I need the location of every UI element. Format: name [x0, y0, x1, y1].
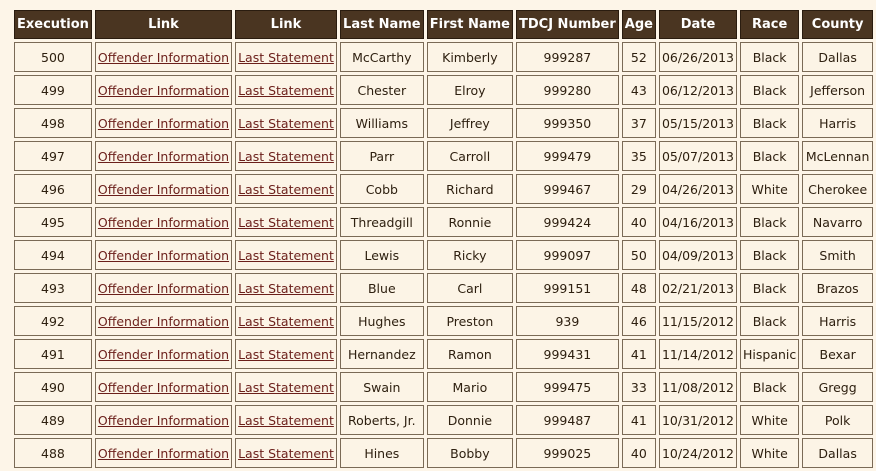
last-statement-link[interactable]: Last Statement: [238, 346, 334, 362]
race-cell: Black: [740, 141, 799, 171]
first-name-cell: Donnie: [427, 405, 513, 435]
offender-information-link[interactable]: Offender Information: [97, 115, 230, 131]
offender-information-link[interactable]: Offender Information: [97, 445, 230, 461]
first-name-cell: Jeffrey: [427, 108, 513, 138]
first-name-cell: Preston: [427, 306, 513, 336]
offender-info-cell: [95, 240, 232, 270]
tdcj-number-cell: 999479: [516, 141, 619, 171]
tdcj-number-cell: 939: [516, 306, 619, 336]
county-cell: Harris: [802, 306, 873, 336]
last-statement-cell: [235, 108, 337, 138]
execution-cell: 497: [14, 141, 92, 171]
table-row: [14, 339, 873, 369]
age-cell: 29: [622, 174, 656, 204]
last-statement-link[interactable]: Last Statement: [238, 379, 334, 395]
age-cell: 48: [622, 273, 656, 303]
date-cell: 11/15/2012: [659, 306, 737, 336]
table-row: [14, 108, 873, 138]
last-name-cell: Chester: [340, 75, 424, 105]
header-first-name: First Name: [427, 10, 513, 39]
last-statement-cell: [235, 207, 337, 237]
county-cell: McLennan: [802, 141, 873, 171]
execution-cell: 498: [14, 108, 92, 138]
execution-cell: 500: [14, 42, 92, 72]
age-cell: 40: [622, 438, 656, 468]
offender-information-link[interactable]: Offender Information: [97, 214, 230, 230]
offender-information-link[interactable]: Offender Information: [97, 412, 230, 428]
last-statement-link[interactable]: Last Statement: [238, 445, 334, 461]
offender-info-cell: [95, 339, 232, 369]
last-statement-link[interactable]: Last Statement: [238, 247, 334, 263]
last-statement-cell: [235, 273, 337, 303]
header-link-offender: Link: [95, 10, 232, 39]
offender-info-cell: [95, 438, 232, 468]
last-statement-cell: [235, 306, 337, 336]
last-statement-cell: [235, 174, 337, 204]
execution-cell: 488: [14, 438, 92, 468]
last-statement-cell: [235, 438, 337, 468]
first-name-cell: Carroll: [427, 141, 513, 171]
race-cell: Black: [740, 306, 799, 336]
table-row: [14, 372, 873, 402]
last-name-cell: Cobb: [340, 174, 424, 204]
first-name-cell: Ramon: [427, 339, 513, 369]
table-row: [14, 174, 873, 204]
date-cell: 02/21/2013: [659, 273, 737, 303]
age-cell: 50: [622, 240, 656, 270]
table-row: [14, 207, 873, 237]
header-last-name: Last Name: [340, 10, 424, 39]
date-cell: 04/16/2013: [659, 207, 737, 237]
county-cell: Cherokee: [802, 174, 873, 204]
tdcj-number-cell: 999025: [516, 438, 619, 468]
last-statement-cell: [235, 240, 337, 270]
first-name-cell: Kimberly: [427, 42, 513, 72]
first-name-cell: Richard: [427, 174, 513, 204]
age-cell: 40: [622, 207, 656, 237]
race-cell: Black: [740, 240, 799, 270]
county-cell: Polk: [802, 405, 873, 435]
age-cell: 41: [622, 405, 656, 435]
last-statement-link[interactable]: Last Statement: [238, 412, 334, 428]
tdcj-number-cell: 999097: [516, 240, 619, 270]
offender-info-cell: [95, 372, 232, 402]
last-statement-link[interactable]: Last Statement: [238, 313, 334, 329]
last-statement-link[interactable]: Last Statement: [238, 148, 334, 164]
execution-cell: 493: [14, 273, 92, 303]
date-cell: 06/12/2013: [659, 75, 737, 105]
execution-cell: 489: [14, 405, 92, 435]
executions-table: [11, 7, 876, 471]
offender-info-cell: [95, 273, 232, 303]
last-statement-cell: [235, 42, 337, 72]
first-name-cell: Mario: [427, 372, 513, 402]
race-cell: White: [740, 174, 799, 204]
offender-info-cell: [95, 207, 232, 237]
age-cell: 41: [622, 339, 656, 369]
offender-information-link[interactable]: Offender Information: [97, 181, 230, 197]
race-cell: White: [740, 438, 799, 468]
last-name-cell: McCarthy: [340, 42, 424, 72]
last-statement-link[interactable]: Last Statement: [238, 280, 334, 296]
offender-information-link[interactable]: Offender Information: [97, 280, 230, 296]
age-cell: 33: [622, 372, 656, 402]
date-cell: 06/26/2013: [659, 42, 737, 72]
header-execution: Execution: [14, 10, 92, 39]
last-name-cell: Parr: [340, 141, 424, 171]
header-age: Age: [622, 10, 656, 39]
tdcj-number-cell: 999475: [516, 372, 619, 402]
date-cell: 10/31/2012: [659, 405, 737, 435]
execution-cell: 494: [14, 240, 92, 270]
county-cell: Dallas: [802, 42, 873, 72]
age-cell: 43: [622, 75, 656, 105]
race-cell: Black: [740, 372, 799, 402]
last-statement-cell: [235, 372, 337, 402]
race-cell: Black: [740, 273, 799, 303]
date-cell: 05/07/2013: [659, 141, 737, 171]
offender-info-cell: [95, 42, 232, 72]
execution-cell: 499: [14, 75, 92, 105]
tdcj-number-cell: 999487: [516, 405, 619, 435]
first-name-cell: Bobby: [427, 438, 513, 468]
last-statement-link[interactable]: Last Statement: [238, 49, 334, 65]
race-cell: Black: [740, 42, 799, 72]
race-cell: Black: [740, 207, 799, 237]
first-name-cell: Ronnie: [427, 207, 513, 237]
last-name-cell: Williams: [340, 108, 424, 138]
last-name-cell: Roberts, Jr.: [340, 405, 424, 435]
last-statement-cell: [235, 75, 337, 105]
table-row: [14, 306, 873, 336]
table-row: [14, 240, 873, 270]
execution-cell: 492: [14, 306, 92, 336]
county-cell: Harris: [802, 108, 873, 138]
age-cell: 52: [622, 42, 656, 72]
tdcj-number-cell: 999467: [516, 174, 619, 204]
first-name-cell: Ricky: [427, 240, 513, 270]
last-name-cell: Lewis: [340, 240, 424, 270]
execution-cell: 496: [14, 174, 92, 204]
execution-cell: 495: [14, 207, 92, 237]
first-name-cell: Elroy: [427, 75, 513, 105]
execution-cell: 491: [14, 339, 92, 369]
header-date: Date: [659, 10, 737, 39]
table-row: [14, 141, 873, 171]
last-name-cell: Threadgill: [340, 207, 424, 237]
age-cell: 35: [622, 141, 656, 171]
race-cell: Black: [740, 75, 799, 105]
county-cell: Navarro: [802, 207, 873, 237]
last-statement-link[interactable]: Last Statement: [238, 214, 334, 230]
last-name-cell: Swain: [340, 372, 424, 402]
table-row: [14, 405, 873, 435]
tdcj-number-cell: 999280: [516, 75, 619, 105]
county-cell: Gregg: [802, 372, 873, 402]
offender-information-link[interactable]: Offender Information: [97, 379, 230, 395]
last-statement-cell: [235, 339, 337, 369]
table-row: [14, 438, 873, 468]
offender-info-cell: [95, 108, 232, 138]
offender-info-cell: [95, 306, 232, 336]
offender-information-link[interactable]: Offender Information: [97, 313, 230, 329]
date-cell: 10/24/2012: [659, 438, 737, 468]
table-row: [14, 273, 873, 303]
last-statement-link[interactable]: Last Statement: [238, 82, 334, 98]
last-name-cell: Hines: [340, 438, 424, 468]
offender-information-link[interactable]: Offender Information: [97, 148, 230, 164]
table-row: [14, 42, 873, 72]
tdcj-number-cell: 999350: [516, 108, 619, 138]
table-row: [14, 75, 873, 105]
table-header-row: [14, 10, 873, 39]
last-name-cell: Hernandez: [340, 339, 424, 369]
first-name-cell: Carl: [427, 273, 513, 303]
county-cell: Smith: [802, 240, 873, 270]
tdcj-number-cell: 999431: [516, 339, 619, 369]
header-race: Race: [740, 10, 799, 39]
date-cell: 04/26/2013: [659, 174, 737, 204]
offender-info-cell: [95, 75, 232, 105]
county-cell: Bexar: [802, 339, 873, 369]
offender-information-link[interactable]: Offender Information: [97, 346, 230, 362]
age-cell: 37: [622, 108, 656, 138]
tdcj-number-cell: 999151: [516, 273, 619, 303]
race-cell: Black: [740, 108, 799, 138]
county-cell: Dallas: [802, 438, 873, 468]
county-cell: Brazos: [802, 273, 873, 303]
offender-information-link[interactable]: Offender Information: [97, 247, 230, 263]
race-cell: White: [740, 405, 799, 435]
last-statement-link[interactable]: Last Statement: [238, 181, 334, 197]
county-cell: Jefferson: [802, 75, 873, 105]
offender-info-cell: [95, 405, 232, 435]
header-link-statement: Link: [235, 10, 337, 39]
date-cell: 11/14/2012: [659, 339, 737, 369]
date-cell: 11/08/2012: [659, 372, 737, 402]
offender-information-link[interactable]: Offender Information: [97, 82, 230, 98]
header-county: County: [802, 10, 873, 39]
race-cell: Hispanic: [740, 339, 799, 369]
date-cell: 04/09/2013: [659, 240, 737, 270]
executions-table-container: [11, 7, 876, 471]
offender-info-cell: [95, 174, 232, 204]
offender-information-link[interactable]: Offender Information: [97, 49, 230, 65]
table-body: [14, 42, 873, 468]
last-name-cell: Hughes: [340, 306, 424, 336]
tdcj-number-cell: 999287: [516, 42, 619, 72]
tdcj-number-cell: 999424: [516, 207, 619, 237]
last-statement-cell: [235, 141, 337, 171]
offender-info-cell: [95, 141, 232, 171]
last-name-cell: Blue: [340, 273, 424, 303]
last-statement-cell: [235, 405, 337, 435]
age-cell: 46: [622, 306, 656, 336]
date-cell: 05/15/2013: [659, 108, 737, 138]
execution-cell: 490: [14, 372, 92, 402]
header-tdcj-number: TDCJ Number: [516, 10, 619, 39]
last-statement-link[interactable]: Last Statement: [238, 115, 334, 131]
